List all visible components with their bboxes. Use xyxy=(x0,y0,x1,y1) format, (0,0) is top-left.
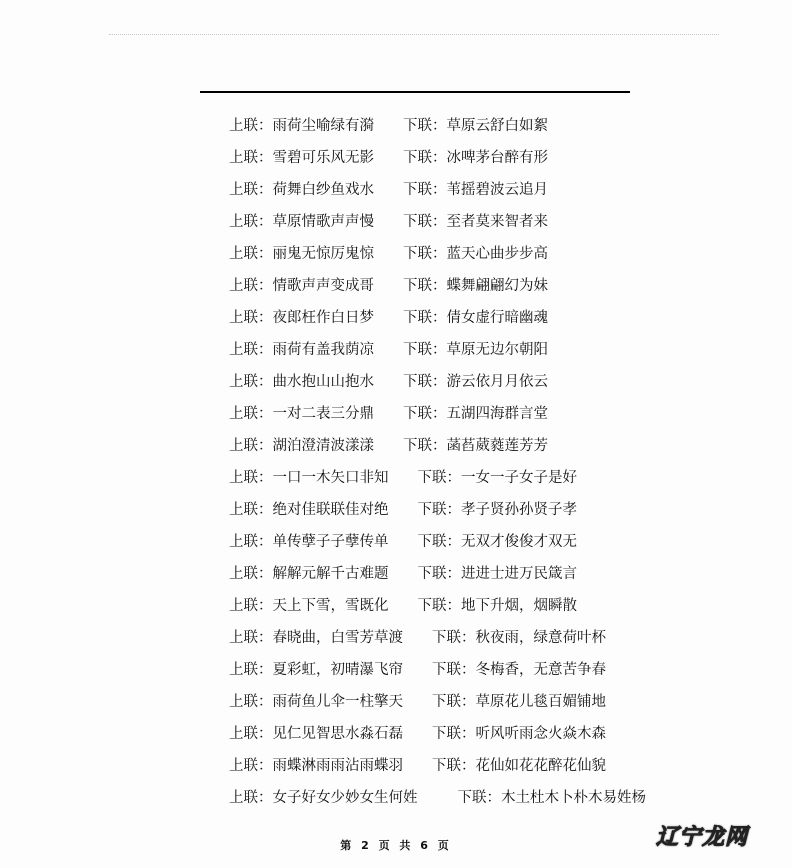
couplet-row xyxy=(229,372,646,404)
couplet-row xyxy=(229,756,646,788)
lower-line: 下联：草原云舒白如絮 xyxy=(403,118,548,134)
couplet-row xyxy=(229,468,646,500)
header-dotted-rule xyxy=(109,34,719,35)
couplet-row xyxy=(229,500,646,532)
lower-line: 下联：地下升烟，烟瞬散 xyxy=(417,598,577,614)
couplet-row xyxy=(229,148,646,180)
couplet-list xyxy=(229,116,646,820)
upper-line: 上联：夜郎枉作白日梦 xyxy=(229,310,374,326)
upper-line: 上联：湖泊澄清波漾漾 xyxy=(229,438,374,454)
upper-line: 上联：雪碧可乐风无影 xyxy=(229,150,374,166)
lower-line: 下联：花仙如花花醉花仙貌 xyxy=(432,758,606,774)
upper-line: 上联：雨荷鱼儿伞一柱擎天 xyxy=(229,694,403,710)
lower-line: 下联：木土杜木卜朴木易姓杨 xyxy=(457,790,646,806)
upper-line: 上联：单传孽子子孽传单 xyxy=(229,534,389,550)
upper-line: 上联：见仁见智思水淼石磊 xyxy=(229,726,403,742)
couplet-row xyxy=(229,276,646,308)
couplet-row xyxy=(229,596,646,628)
lower-line: 下联：苇摇碧波云追月 xyxy=(403,182,548,198)
couplet-row xyxy=(229,724,646,756)
upper-line: 上联：雨蝶淋雨雨沾雨蝶羽 xyxy=(229,758,403,774)
upper-line: 上联：情歌声声变成哥 xyxy=(229,278,374,294)
lower-line: 下联：孝子贤孙孙贤子孝 xyxy=(417,502,577,518)
lower-line: 下联：至者莫来智者来 xyxy=(403,214,548,230)
couplet-row xyxy=(229,692,646,724)
couplet-row xyxy=(229,628,646,660)
lower-line: 下联：一女一子女子是好 xyxy=(417,470,577,486)
lower-line: 下联：进进士进万民箴言 xyxy=(417,566,577,582)
site-watermark-logo xyxy=(656,820,748,851)
lower-line: 下联：五湖四海群言堂 xyxy=(403,406,548,422)
couplet-row xyxy=(229,308,646,340)
watermark-part-1: 辽宁 xyxy=(656,825,703,850)
lower-line: 下联：冬梅香，无意苦争春 xyxy=(432,662,606,678)
upper-line: 上联：夏彩虹，初晴瀑飞帘 xyxy=(229,662,403,678)
couplet-row xyxy=(229,212,646,244)
lower-line: 下联：秋夜雨，绿意荷叶杯 xyxy=(432,630,606,646)
lower-line: 下联：游云依月月依云 xyxy=(403,374,548,390)
couplet-row xyxy=(229,564,646,596)
lower-line: 下联：无双才俊俊才双无 xyxy=(417,534,577,550)
couplet-row xyxy=(229,244,646,276)
lower-line: 下联：听风听雨念火焱木森 xyxy=(432,726,606,742)
upper-line: 上联：草原情歌声声慢 xyxy=(229,214,374,230)
upper-line: 上联：春晓曲，白雪芳草渡 xyxy=(229,630,403,646)
lower-line: 下联：草原花儿毯百媚铺地 xyxy=(432,694,606,710)
upper-line: 上联：一对二表三分鼎 xyxy=(229,406,374,422)
upper-line: 上联：女子好女少妙女生何姓 xyxy=(229,790,418,806)
upper-line: 上联：雨荷有盖我荫凉 xyxy=(229,342,374,358)
lower-line: 下联：草原无边尔朝阳 xyxy=(403,342,548,358)
couplet-row xyxy=(229,116,646,148)
couplet-row xyxy=(229,532,646,564)
title-rule xyxy=(200,91,630,93)
couplet-row xyxy=(229,404,646,436)
upper-line: 上联：一口一木矢口非知 xyxy=(229,470,389,486)
watermark-part-2: 龙网 xyxy=(702,825,749,850)
upper-line: 上联：雨荷尘喻绿有漪 xyxy=(229,118,374,134)
lower-line: 下联：菡萏葳蕤莲芳芳 xyxy=(403,438,548,454)
lower-line: 下联：蓝天心曲步步高 xyxy=(403,246,548,262)
upper-line: 上联：曲水抱山山抱水 xyxy=(229,374,374,390)
lower-line: 下联：倩女虚行暗幽魂 xyxy=(403,310,548,326)
page-number-footer: 第 2 页 共 6 页 xyxy=(340,839,452,852)
couplet-row xyxy=(229,180,646,212)
lower-line: 下联：冰啤茅台醉有形 xyxy=(403,150,548,166)
couplet-row xyxy=(229,660,646,692)
upper-line: 上联：丽鬼无惊厉鬼惊 xyxy=(229,246,374,262)
couplet-row xyxy=(229,788,646,820)
couplet-row xyxy=(229,340,646,372)
upper-line: 上联：天上下雪，雪既化 xyxy=(229,598,389,614)
couplet-row xyxy=(229,436,646,468)
upper-line: 上联：荷舞白纱鱼戏水 xyxy=(229,182,374,198)
lower-line: 下联：蝶舞翩翩幻为妹 xyxy=(403,278,548,294)
upper-line: 上联：绝对佳联联佳对绝 xyxy=(229,502,389,518)
upper-line: 上联：解解元解千古难题 xyxy=(229,566,389,582)
